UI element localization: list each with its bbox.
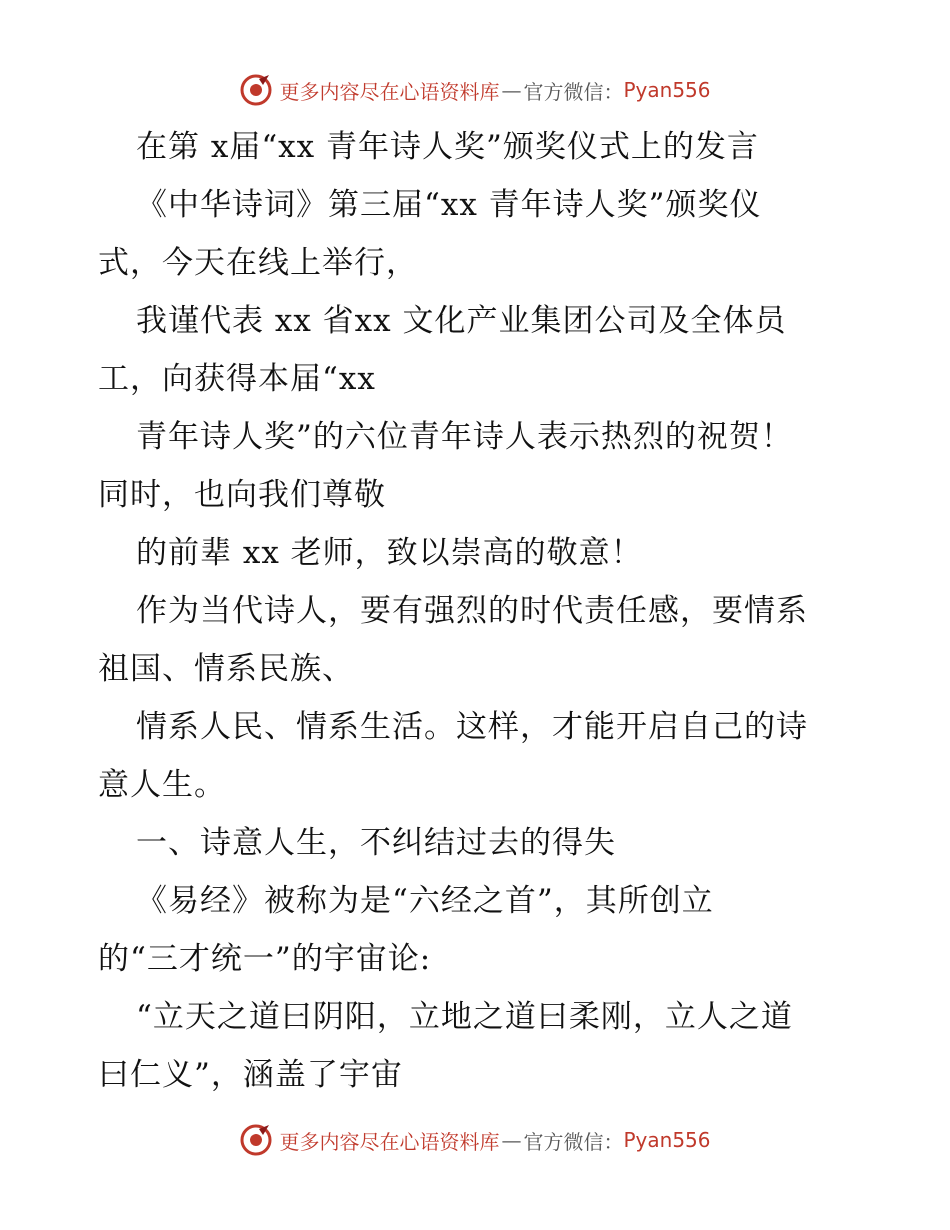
watermark-text: 更多内容尽在心语资料库 xyxy=(279,1129,500,1154)
logo-icon xyxy=(239,73,273,107)
watermark-footer xyxy=(0,1120,950,1160)
text-line: 我谨代表 xx 省xx 文化产业集团公司及全体员 xyxy=(136,303,787,339)
logo-icon xyxy=(239,1123,273,1157)
watermark-wechat-id: Pyan556 xyxy=(623,1128,711,1152)
watermark-contact-label: 官方微信： xyxy=(523,79,624,104)
watermark-header xyxy=(0,70,950,110)
text-line: 曰仁义”，涵盖了宇宙 xyxy=(98,1057,403,1093)
text-line: 《易经》被称为是“六经之首”，其所创立 xyxy=(136,883,714,919)
text-line: 作为当代诗人，要有强烈的时代责任感，要情系 xyxy=(136,593,808,629)
text-line: 的“三才统一”的宇宙论: xyxy=(98,941,432,977)
text-line: 同时，也向我们尊敬 xyxy=(98,477,386,513)
text-line: 意人生。 xyxy=(98,767,226,803)
text-line: 青年诗人奖”的六位青年诗人表示热烈的祝贺！ xyxy=(136,419,793,455)
document-title: 在第 x届“xx 青年诗人奖”颁奖仪式上的发言 xyxy=(136,129,759,165)
watermark-wechat-id: Pyan556 xyxy=(623,78,711,102)
text-line: 的前辈 xx 老师，致以崇高的敬意！ xyxy=(136,535,643,571)
text-line: 工，向获得本届“xx xyxy=(98,361,376,397)
watermark-dash: — xyxy=(501,1128,522,1152)
watermark-text: 更多内容尽在心语资料库 xyxy=(279,79,500,104)
text-line: 情系人民、情系生活。这样，才能开启自己的诗 xyxy=(136,709,808,745)
text-line: 祖国、情系民族、 xyxy=(98,651,354,687)
watermark-contact-label: 官方微信： xyxy=(523,1129,624,1154)
watermark-dash: — xyxy=(501,78,522,102)
text-line: 式，今天在线上举行， xyxy=(98,245,418,281)
document-body xyxy=(98,118,858,1104)
text-line: 《中华诗词》第三届“xx 青年诗人奖”颁奖仪 xyxy=(136,187,762,223)
section-heading: 一、诗意人生，不纠结过去的得失 xyxy=(136,825,616,861)
text-line: “立天之道曰阴阳，立地之道曰柔刚，立人之道 xyxy=(136,999,793,1035)
